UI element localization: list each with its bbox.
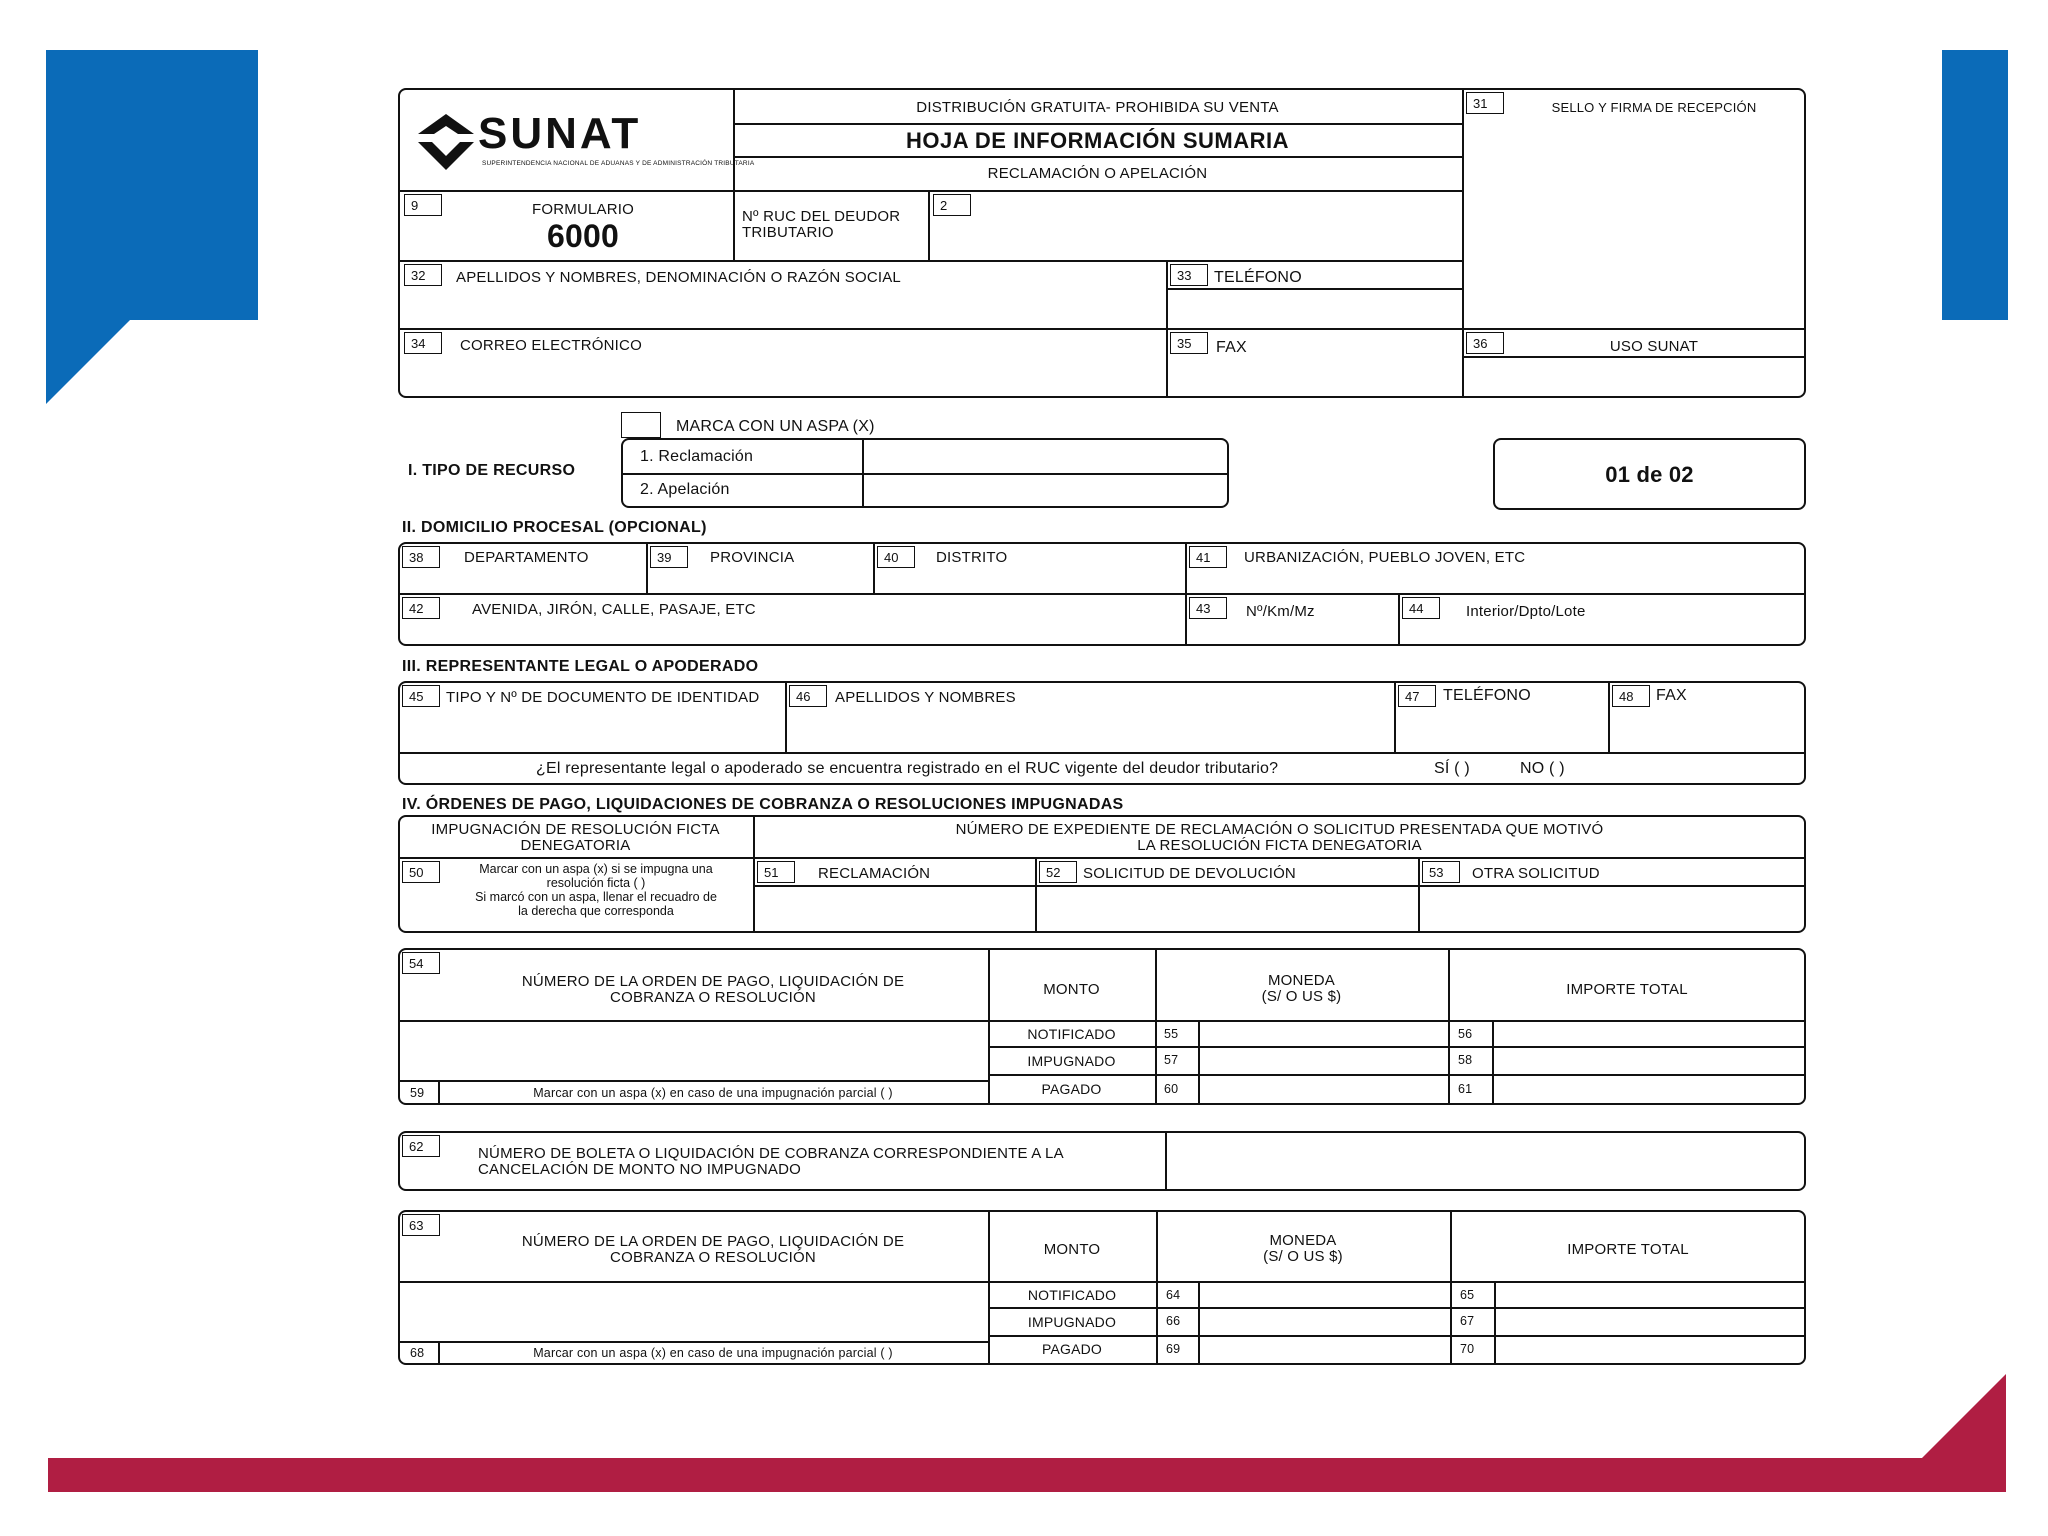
ruc-input[interactable] bbox=[973, 194, 1455, 256]
table-b-row-impugnado: IMPUGNADO bbox=[1027, 1314, 1117, 1330]
field-number-53: 53 bbox=[1422, 861, 1460, 883]
section-4-title: IV. ÓRDENES DE PAGO, LIQUIDACIONES DE COBRANZA O RESOLUCIONES IMPUGNADAS bbox=[402, 796, 1124, 813]
field-number-9: 9 bbox=[404, 194, 442, 216]
field-number-40: 40 bbox=[877, 546, 915, 568]
boleta-label-line2: CANCELACIÓN DE MONTO NO IMPUGNADO bbox=[478, 1161, 802, 1178]
table-b-importe-header: IMPORTE TOTAL bbox=[1567, 1241, 1689, 1258]
field-number-55: 55 bbox=[1164, 1027, 1179, 1041]
department-input[interactable] bbox=[402, 570, 642, 591]
ficta-header-line1: IMPUGNACIÓN DE RESOLUCIÓN FICTA bbox=[431, 821, 720, 838]
email-input[interactable] bbox=[402, 358, 1162, 394]
field-number-31: 31 bbox=[1466, 92, 1504, 114]
ficta-instruction-line3: Si marcó con un aspa, llenar el recuadro de bbox=[475, 890, 717, 904]
ficta-instruction-line2: resolución ficta ( ) bbox=[546, 876, 646, 890]
name-input[interactable] bbox=[402, 288, 1162, 326]
fax-input[interactable] bbox=[1170, 360, 1458, 394]
form-number: 6000 bbox=[547, 218, 619, 254]
sunat-emblem-icon bbox=[412, 112, 480, 172]
field-number-36: 36 bbox=[1466, 332, 1504, 354]
table-a-header-line1: NÚMERO DE LA ORDEN DE PAGO, LIQUIDACIÓN DE bbox=[521, 973, 905, 990]
table-a-document-input[interactable] bbox=[402, 1024, 984, 1078]
field-number-54: 54 bbox=[402, 952, 440, 974]
field-number-56: 56 bbox=[1458, 1027, 1473, 1041]
field-number-52: 52 bbox=[1039, 861, 1077, 883]
field-number-41: 41 bbox=[1189, 546, 1227, 568]
reclamacion-exp-label: RECLAMACIÓN bbox=[818, 865, 931, 882]
field-number-57: 57 bbox=[1164, 1053, 1179, 1067]
table-b-moneda-notificado-input[interactable] bbox=[1202, 1283, 1448, 1305]
rep-phone-input[interactable] bbox=[1398, 710, 1604, 750]
table-a-importe-header: IMPORTE TOTAL bbox=[1566, 981, 1688, 998]
rep-name-label: APELLIDOS Y NOMBRES bbox=[835, 689, 1016, 706]
ficta-instruction-line4: la derecha que corresponda bbox=[518, 904, 674, 918]
logo-tagline: SUPERINTENDENCIA NACIONAL DE ADUANAS Y DE ADMINISTRACIÓN TRIBUTARIA bbox=[482, 160, 755, 167]
table-a-moneda-header-1: MONEDA bbox=[1267, 972, 1336, 989]
table-b-moneda-pagado-input[interactable] bbox=[1202, 1338, 1448, 1362]
district-label: DISTRITO bbox=[936, 549, 1008, 566]
field-number-32: 32 bbox=[404, 264, 442, 286]
devolucion-exp-label: SOLICITUD DE DEVOLUCIÓN bbox=[1083, 865, 1296, 882]
field-number-2: 2 bbox=[933, 194, 971, 216]
field-number-50: 50 bbox=[402, 861, 440, 883]
id-document-label: TIPO Y Nº DE DOCUMENTO DE IDENTIDAD bbox=[446, 689, 760, 706]
table-b-header-line2: COBRANZA O RESOLUCIÓN bbox=[610, 1249, 816, 1266]
table-b-moneda-header-2: (S/ O US $) bbox=[1263, 1248, 1343, 1265]
page-counter: 01 de 02 bbox=[1605, 462, 1694, 487]
urbanization-input[interactable] bbox=[1189, 570, 1801, 591]
crimson-bottom-bar bbox=[0, 1370, 2048, 1500]
department-label: DEPARTAMENTO bbox=[464, 549, 589, 566]
ruc-label-line1: Nº RUC DEL DEUDOR bbox=[742, 208, 901, 225]
otra-solicitud-input[interactable] bbox=[1422, 889, 1802, 929]
section-2-title: II. DOMICILIO PROCESAL (OPCIONAL) bbox=[402, 519, 707, 536]
field-number-47: 47 bbox=[1398, 685, 1436, 707]
field-number-61: 61 bbox=[1458, 1082, 1473, 1096]
field-number-59: 59 bbox=[410, 1086, 425, 1100]
form-title: HOJA DE INFORMACIÓN SUMARIA bbox=[905, 128, 1290, 153]
table-b-monto-header: MONTO bbox=[1043, 1241, 1101, 1258]
table-a-row-pagado: PAGADO bbox=[1041, 1081, 1102, 1097]
province-input[interactable] bbox=[650, 570, 869, 591]
blue-corner-right bbox=[1940, 0, 2048, 330]
field-number-38: 38 bbox=[402, 546, 440, 568]
reclamacion-exp-input[interactable] bbox=[757, 889, 1031, 929]
table-b-row-pagado: PAGADO bbox=[1041, 1341, 1103, 1357]
table-a-importe-impugnado-input[interactable] bbox=[1496, 1049, 1802, 1072]
ruc-registered-question: ¿El representante legal o apoderado se encuentra registrado en el RUC vigente del deudor tributario? bbox=[536, 760, 1279, 777]
table-b-importe-pagado-input[interactable] bbox=[1498, 1338, 1802, 1362]
interior-input[interactable] bbox=[1402, 623, 1802, 643]
form-label: FORMULARIO bbox=[531, 201, 634, 218]
table-b-importe-impugnado-input[interactable] bbox=[1498, 1310, 1802, 1333]
street-label: AVENIDA, JIRÓN, CALLE, PASAJE, ETC bbox=[472, 601, 756, 618]
fax-field-label: FAX bbox=[1216, 339, 1247, 356]
field-number-39: 39 bbox=[650, 546, 688, 568]
distribution-notice: DISTRIBUCIÓN GRATUITA- PROHIBIDA SU VENTA bbox=[916, 99, 1279, 116]
ruc-label-line2: TRIBUTARIO bbox=[742, 224, 834, 241]
field-number-64: 64 bbox=[1166, 1288, 1181, 1302]
table-a-moneda-header-2: (S/ O US $) bbox=[1261, 988, 1342, 1005]
field-number-51: 51 bbox=[757, 861, 795, 883]
ficta-instruction-line1: Marcar con un aspa (x) si se impugna una bbox=[479, 862, 713, 876]
table-b-moneda-impugnado-input[interactable] bbox=[1202, 1310, 1448, 1333]
district-input[interactable] bbox=[877, 570, 1181, 591]
ficta-instructions[interactable] bbox=[442, 862, 750, 918]
rep-fax-input[interactable] bbox=[1612, 710, 1802, 750]
boleta-label-line1: NÚMERO DE BOLETA O LIQUIDACIÓN DE COBRANZA CORRESPONDIENTE A LA bbox=[478, 1145, 1064, 1162]
mark-instruction: MARCA CON UN ASPA (X) bbox=[676, 418, 875, 435]
email-field-label: CORREO ELECTRÓNICO bbox=[460, 337, 642, 354]
field-number-42: 42 bbox=[402, 597, 440, 619]
ficta-header-line2: DENEGATORIA bbox=[520, 837, 631, 854]
table-a-moneda-impugnado-input[interactable] bbox=[1202, 1049, 1446, 1072]
table-b-partial-checkbox[interactable]: Marcar con un aspa (x) en caso de una impugnación parcial ( ) bbox=[533, 1346, 893, 1360]
option-reclamacion-label: 1. Reclamación bbox=[640, 448, 754, 465]
field-number-37 bbox=[621, 412, 661, 438]
section-1-title: I. TIPO DE RECURSO bbox=[408, 462, 576, 479]
phone-input[interactable] bbox=[1170, 292, 1458, 326]
interior-label: Interior/Dpto/Lote bbox=[1466, 603, 1586, 620]
expediente-header-line1: NÚMERO DE EXPEDIENTE DE RECLAMACIÓN O SOLICITUD PRESENTADA QUE MOTIVÓ bbox=[955, 821, 1604, 838]
section-3-title: III. REPRESENTANTE LEGAL O APODERADO bbox=[402, 658, 759, 675]
field-number-70: 70 bbox=[1460, 1342, 1475, 1356]
no-checkbox[interactable]: NO ( ) bbox=[1520, 760, 1565, 777]
table-b-row-notificado: NOTIFICADO bbox=[1027, 1287, 1117, 1303]
form-subtitle: RECLAMACIÓN O APELACIÓN bbox=[987, 165, 1208, 182]
table-a-monto-header: MONTO bbox=[1043, 981, 1100, 998]
devolucion-exp-input[interactable] bbox=[1039, 889, 1414, 929]
form-6000 bbox=[398, 88, 1806, 1370]
id-document-input[interactable] bbox=[402, 710, 781, 750]
table-b-importe-notificado-input[interactable] bbox=[1498, 1283, 1802, 1305]
street-input[interactable] bbox=[402, 621, 1181, 643]
option-reclamacion-checkbox[interactable] bbox=[866, 441, 1224, 471]
field-number-68: 68 bbox=[410, 1346, 425, 1360]
province-label: PROVINCIA bbox=[710, 549, 795, 566]
table-a-importe-notificado-input[interactable] bbox=[1496, 1022, 1802, 1044]
name-field-label: APELLIDOS Y NOMBRES, DENOMINACIÓN O RAZÓN SOCIAL bbox=[456, 269, 901, 286]
sunat-logo bbox=[412, 109, 755, 174]
table-a-row-notificado: NOTIFICADO bbox=[1027, 1026, 1116, 1042]
field-number-62: 62 bbox=[402, 1135, 440, 1157]
otra-solicitud-label: OTRA SOLICITUD bbox=[1472, 865, 1600, 882]
table-a-moneda-notificado-input[interactable] bbox=[1202, 1022, 1446, 1044]
rep-phone-label: TELÉFONO bbox=[1443, 687, 1531, 704]
option-apelacion-checkbox[interactable] bbox=[866, 476, 1224, 506]
table-b-moneda-header-1: MONEDA bbox=[1269, 1232, 1337, 1249]
table-a-row-impugnado: IMPUGNADO bbox=[1027, 1053, 1116, 1069]
table-a-partial-checkbox[interactable]: Marcar con un aspa (x) en caso de una impugnación parcial ( ) bbox=[533, 1086, 893, 1100]
urbanization-label: URBANIZACIÓN, PUEBLO JOVEN, ETC bbox=[1244, 549, 1526, 566]
field-number-44: 44 bbox=[1402, 597, 1440, 619]
number-km-input[interactable] bbox=[1189, 623, 1394, 643]
yes-checkbox[interactable]: SÍ ( ) bbox=[1434, 760, 1470, 777]
field-number-43: 43 bbox=[1189, 597, 1227, 619]
table-a-header-line2: COBRANZA O RESOLUCIÓN bbox=[610, 989, 816, 1006]
blue-corner-left bbox=[0, 0, 260, 410]
field-number-33: 33 bbox=[1170, 264, 1208, 286]
reception-seal-label: SELLO Y FIRMA DE RECEPCIÓN bbox=[1551, 100, 1757, 115]
field-number-67: 67 bbox=[1460, 1314, 1475, 1328]
expediente-header-line2: LA RESOLUCIÓN FICTA DENEGATORIA bbox=[1137, 837, 1422, 854]
phone-field-label: TELÉFONO bbox=[1214, 269, 1302, 286]
field-number-35: 35 bbox=[1170, 332, 1208, 354]
field-number-45: 45 bbox=[402, 685, 440, 707]
field-number-65: 65 bbox=[1460, 1288, 1475, 1302]
table-b-header-line1: NÚMERO DE LA ORDEN DE PAGO, LIQUIDACIÓN DE bbox=[521, 1233, 905, 1250]
field-number-60: 60 bbox=[1164, 1082, 1179, 1096]
field-number-34: 34 bbox=[404, 332, 442, 354]
rep-fax-label: FAX bbox=[1656, 687, 1687, 704]
field-number-58: 58 bbox=[1458, 1053, 1473, 1067]
number-km-label: Nº/Km/Mz bbox=[1246, 603, 1315, 620]
logo-wordmark: SUNAT bbox=[478, 109, 642, 158]
field-number-66: 66 bbox=[1166, 1314, 1181, 1328]
boleta-input[interactable] bbox=[1169, 1135, 1802, 1187]
table-a-importe-pagado-input[interactable] bbox=[1496, 1077, 1802, 1102]
field-number-69: 69 bbox=[1166, 1342, 1181, 1356]
field-number-48: 48 bbox=[1612, 685, 1650, 707]
table-b-document-input[interactable] bbox=[402, 1285, 984, 1339]
option-apelacion-label: 2. Apelación bbox=[640, 481, 730, 498]
field-number-63: 63 bbox=[402, 1214, 440, 1236]
field-number-46: 46 bbox=[789, 685, 827, 707]
rep-name-input[interactable] bbox=[789, 710, 1390, 750]
reception-seal-area[interactable] bbox=[1466, 124, 1802, 324]
sunat-use-label: USO SUNAT bbox=[1609, 338, 1699, 355]
table-a-moneda-pagado-input[interactable] bbox=[1202, 1077, 1446, 1102]
